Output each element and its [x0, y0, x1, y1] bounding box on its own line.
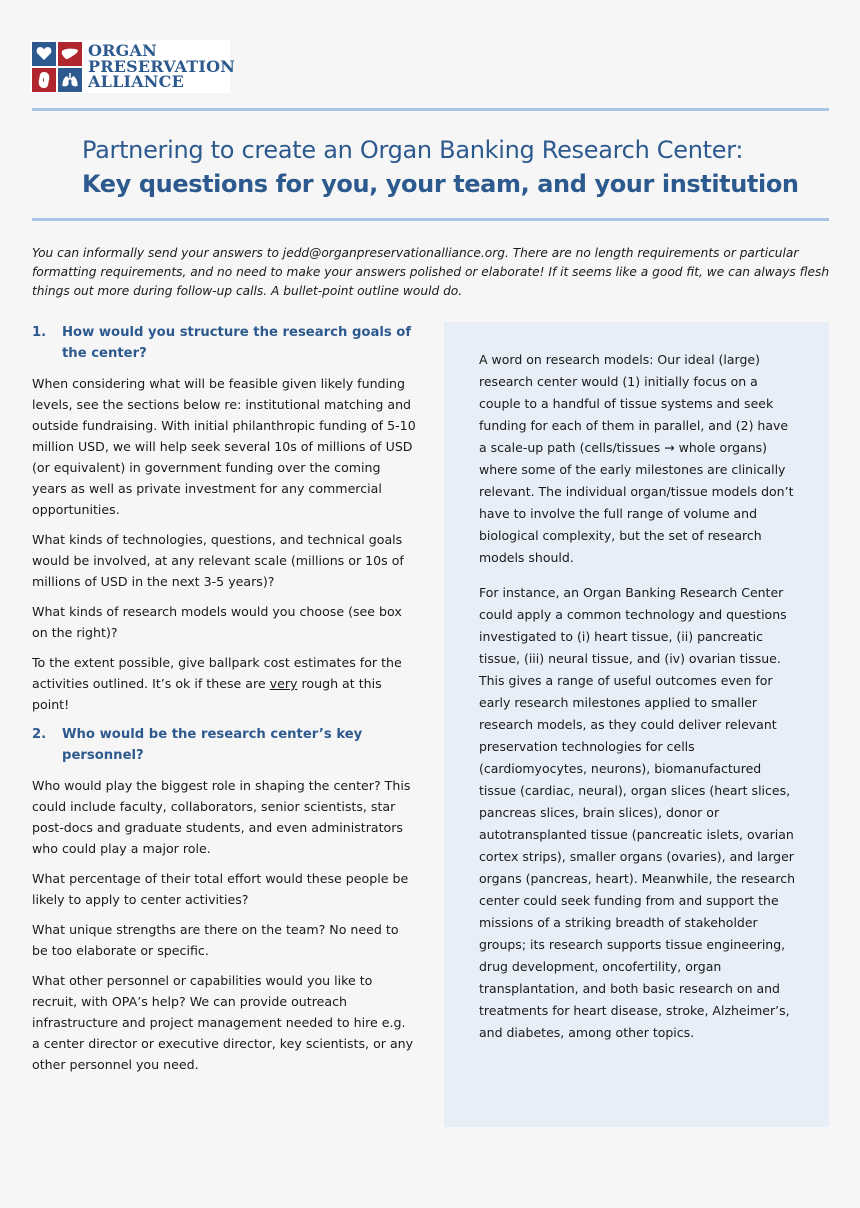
paragraph: What kinds of technologies, questions, and technical goals would be involved, at any relevant scale (millions or 10s of millions of USD in the next 3-5 years)?: [32, 532, 404, 589]
paragraph: What percentage of their total effort would these people be likely to apply to center activities?: [32, 871, 409, 907]
section-heading-text: Who would be the research center’s key personnel?: [62, 727, 363, 763]
paragraph: Who would play the biggest role in shaping the center? This could include faculty, collaborators, senior scientists, star post-docs and graduate students, and even administrators who could play a major role.: [32, 778, 411, 856]
paragraph: [32, 652, 417, 715]
document-subtitle: Key questions for you, your team, and your institution: [82, 170, 799, 198]
title-divider: [32, 218, 829, 221]
text-run: rough at this point!: [32, 676, 382, 712]
paragraph: What other personnel or capabilities would you like to recruit, with OPA’s help? We can provide outreach infrastructure and project management needed to hire e.g. a center director or executive director, key scientists, or any other personnel you need.: [32, 973, 414, 1072]
section-number: 2.: [32, 727, 47, 742]
lungs-icon: [58, 68, 82, 92]
intro-paragraph: You can informally send your answers to jedd@organpreservationalliance.org. There are no length requirements or particular formatting requirements, and no need to make your answers polished or elaborate! If it seems like a good fit, we can always flesh things out more during follow-up calls. A bullet-point outline would do.: [32, 246, 830, 298]
questions-column: [32, 322, 417, 1075]
logo-wordmark: [88, 43, 235, 90]
kidney-icon: [32, 68, 56, 92]
heart-icon: [32, 42, 56, 66]
organization-logo: [30, 40, 236, 93]
section-heading-text: How would you structure the research goals of the center?: [62, 325, 412, 361]
section-heading-2: [32, 724, 417, 766]
research-models-box: [444, 322, 829, 1127]
logo-line-1: ORGAN: [88, 41, 157, 61]
top-divider: [32, 108, 829, 111]
text-run: To the extent possible, give ballpark cost estimates for the activities outlined. It’s ok if these are: [32, 655, 402, 691]
paragraph: What kinds of research models would you choose (see box on the right)?: [32, 604, 402, 640]
sidebox-paragraph: For instance, an Organ Banking Research Center could apply a common technology and questions investigated to (i) heart tissue, (ii) pancreatic tissue, (iii) neural tissue, and (iv) ovarian tissue. This gives a range of useful outcomes even for early research milestones applied to smaller research models, as they could deliver relevant preservation technologies for cells (cardiomyocytes, neurons), biomanufactured tissue (cardiac, neural), organ slices (heart slices, pancreas slices, brain slices), donor or autotransplanted tissue (pancreatic islets, ovarian cortex strips), smaller organs (ovaries), and larger organs (pancreas, heart). Meanwhile, the research center could seek funding from and support the missions of a striking breadth of stakeholder groups; its research supports tissue engineering, drug development, oncofertility, organ transplantation, and both basic research on and treatments for heart disease, stroke, Alzheimer’s, and diabetes, among other topics.: [479, 585, 795, 1040]
underlined-word: very: [269, 676, 298, 691]
paragraph: When considering what will be feasible given likely funding levels, see the sections below re: institutional matching and outside fundraising. With initial philanthropic funding of 5-10 million USD, we will help seek several 10s of millions of USD (or equivalent) in government funding over the coming years as well as private investment for any commercial opportunities.: [32, 376, 416, 517]
paragraph: What unique strengths are there on the team? No need to be too elaborate or specific.: [32, 922, 399, 958]
section-number: 1.: [32, 325, 47, 340]
logo-line-3: ALLIANCE: [88, 72, 184, 92]
sidebox-paragraph: A word on research models: Our ideal (large) research center would (1) initially focus on a couple to a handful of tissue systems and seek funding for each of them in parallel, and (2) have a scale-up path (cells/tissues → whole organs) where some of the early milestones are clinically relevant. The individual organ/tissue models don’t have to involve the full range of volume and biological complexity, but the set of research models should.: [479, 352, 794, 565]
logo-line-2: PRESERVATION: [88, 56, 236, 76]
liver-icon: [58, 42, 82, 66]
section-heading-1: [32, 322, 417, 364]
logo-icon-grid: [32, 42, 82, 92]
document-title: Partnering to create an Organ Banking Research Center:: [82, 136, 744, 164]
